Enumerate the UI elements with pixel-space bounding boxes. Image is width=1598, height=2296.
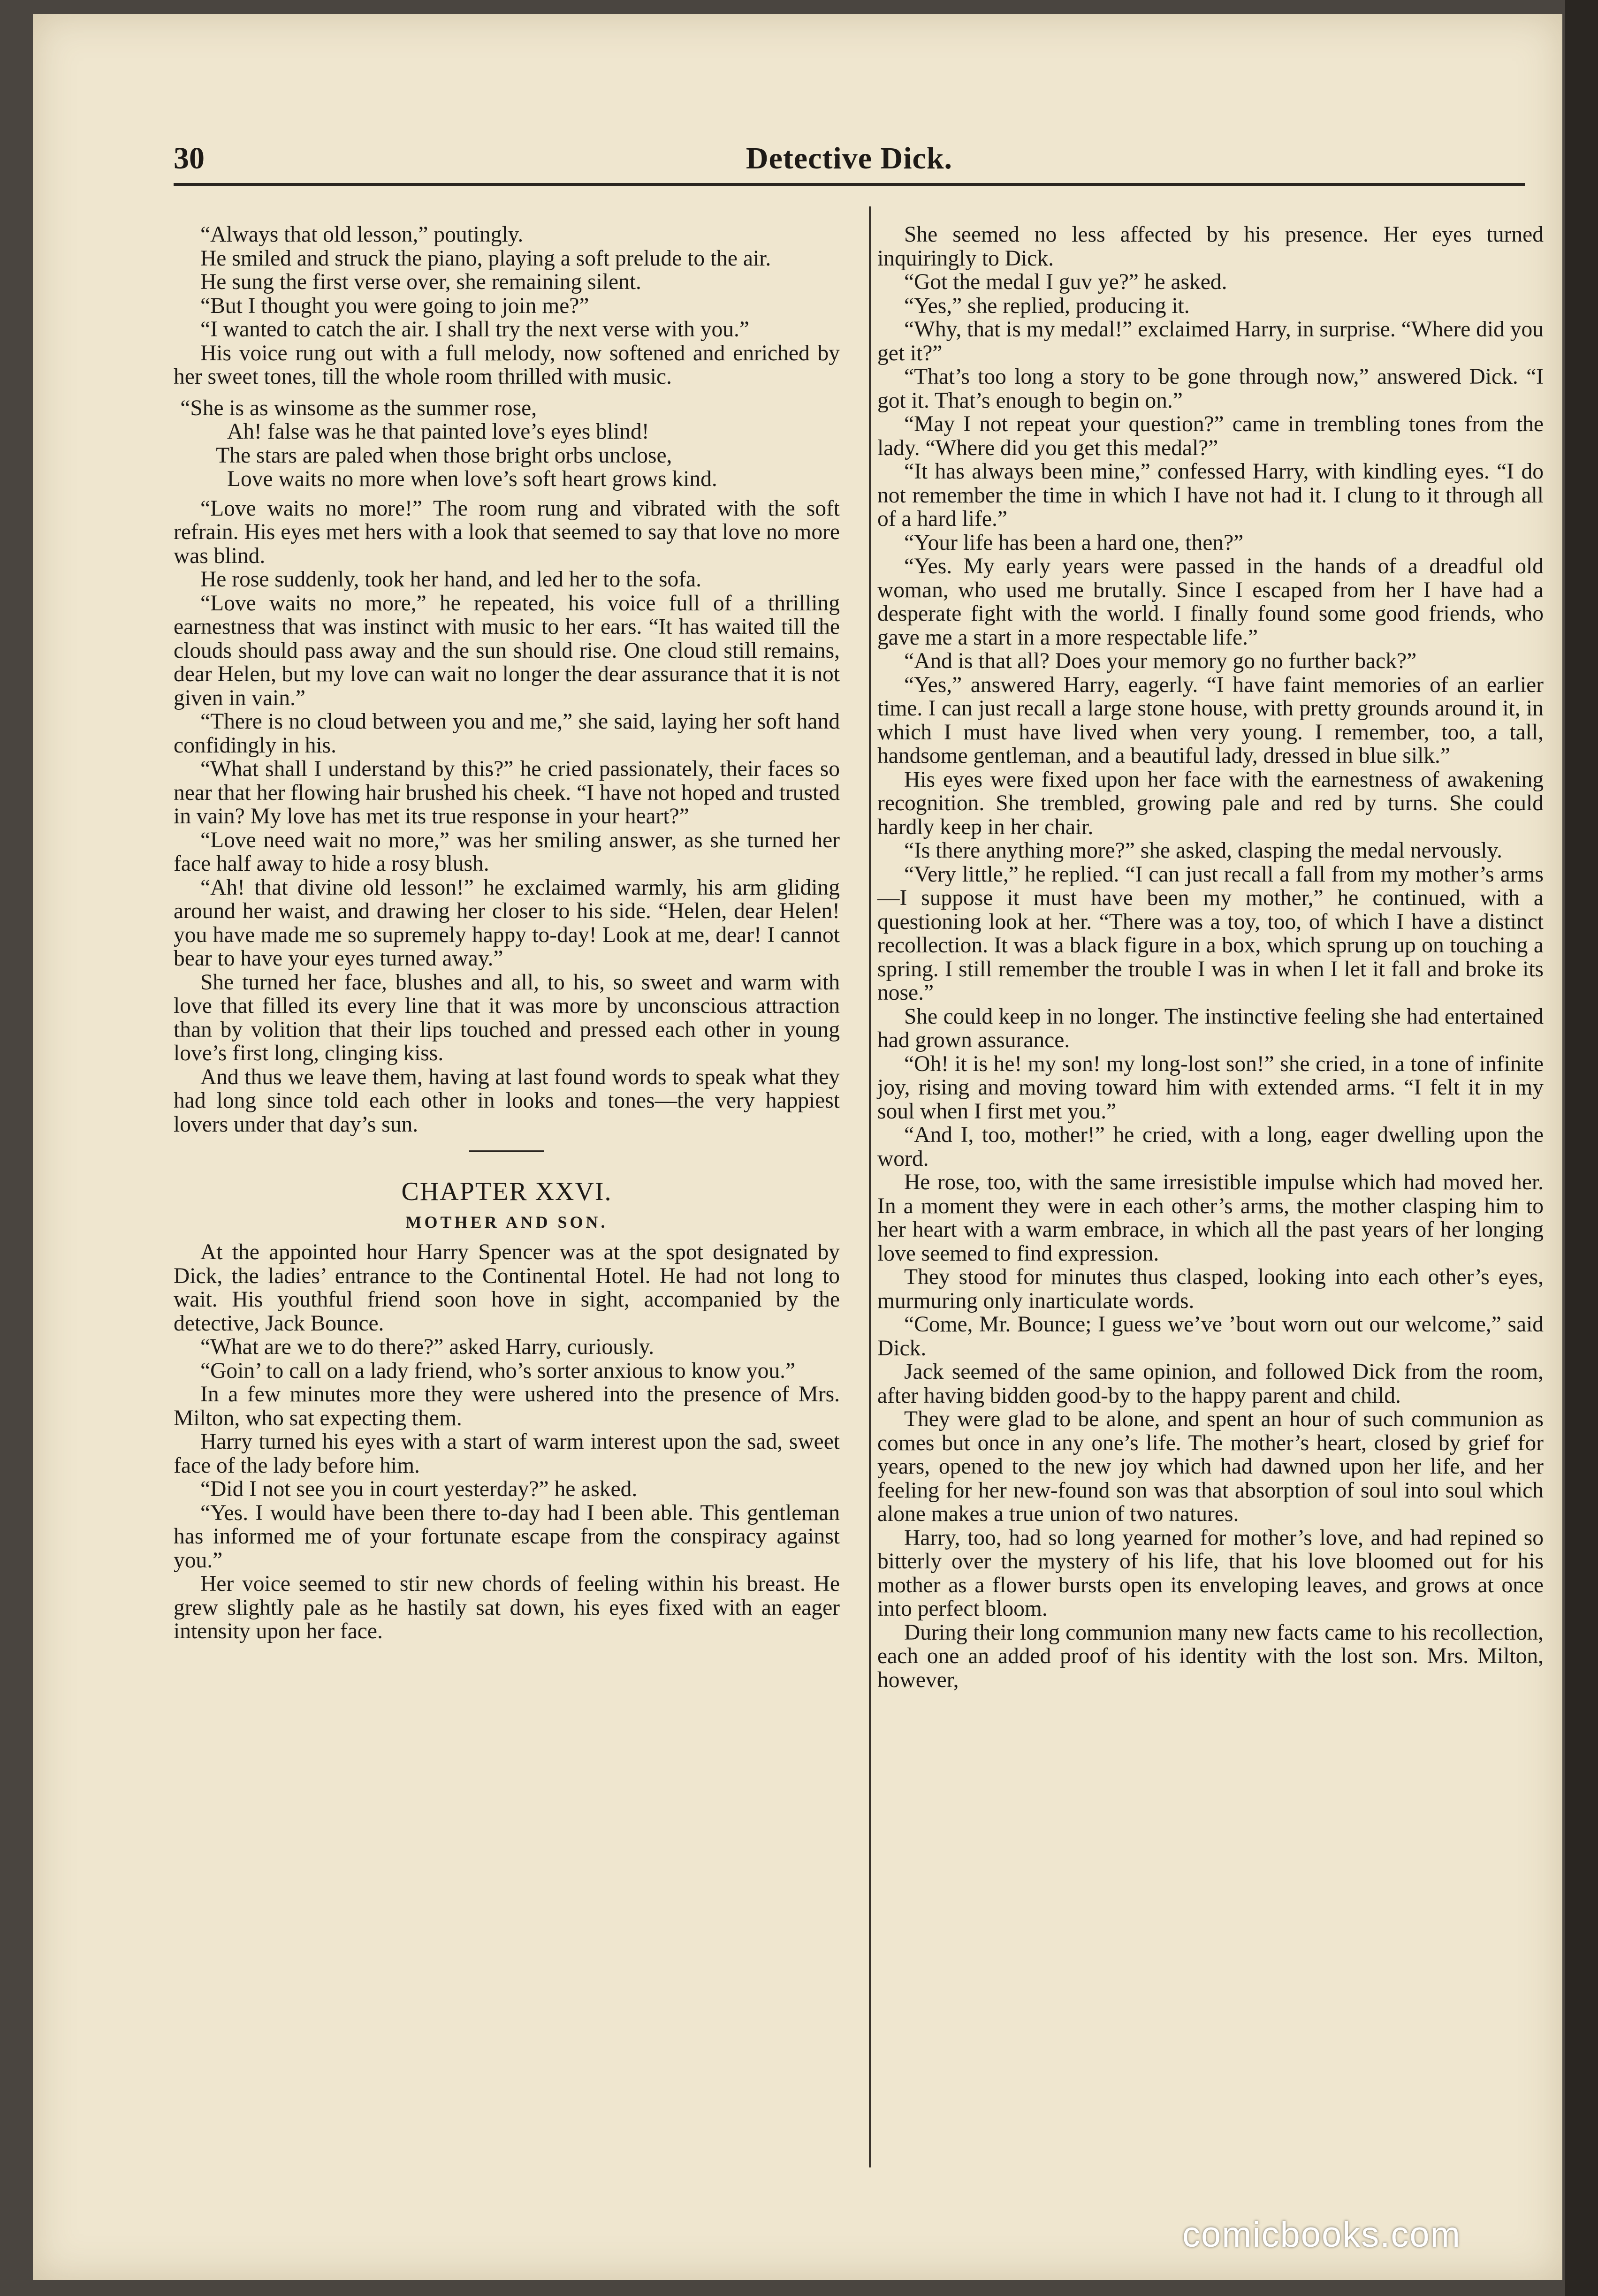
paragraph: “Yes. My early years were passed in the hands of a dreadful old woman, who used me brutally. Since I escaped from her I have had a desperate fight with the world. I finally found some good friends, who gave me a start in a more respectable life.” [877, 554, 1544, 650]
paragraph: “What are we to do there?” asked Harry, curiously. [200, 1335, 654, 1359]
page-number: 30 [174, 141, 205, 175]
paragraph: Jack seemed of the same opinion, and followed Dick from the room, after having bidden good-by to the happy parent and child. [877, 1360, 1544, 1408]
running-title: Detective Dick. [746, 141, 953, 175]
paragraph: “But I thought you were going to join me?” [200, 293, 589, 318]
verse-line: “She is as winsome as the summer rose, [180, 395, 537, 420]
paragraph: “Always that old lesson,” poutingly. [200, 222, 524, 247]
paragraph: “I wanted to catch the air. I shall try the next verse with you.” [200, 317, 749, 342]
paragraph: Harry turned his eyes with a start of warm interest upon the sad, sweet face of the lady before him. [174, 1429, 840, 1478]
paragraph: He rose suddenly, took her hand, and led her to the sofa. [200, 567, 702, 592]
paragraph: “Come, Mr. Bounce; I guess we’ve ’bout worn out our welcome,” said Dick. [877, 1312, 1544, 1361]
magazine-page [33, 14, 1562, 2280]
right-column [877, 223, 1544, 1692]
paragraph: She could keep in no longer. The instinctive feeling she had entertained had grown assurance. [877, 1004, 1544, 1052]
chapter-heading: CHAPTER XXVI. [401, 1177, 612, 1206]
paragraph: “Is there anything more?” she asked, clasping the medal nervously. [904, 838, 1503, 863]
paragraph: “And I, too, mother!” he cried, with a long, eager dwelling upon the word. [877, 1123, 1544, 1171]
section-rule [469, 1150, 544, 1152]
chapter-subtitle: MOTHER AND SON. [405, 1212, 608, 1232]
verse-line: The stars are paled when those bright orbs unclose, [216, 443, 672, 468]
paragraph: “Your life has been a hard one, then?” [904, 530, 1244, 555]
chapter-paragraphs [174, 1240, 840, 1643]
paragraph: “Got the medal I guv ye?” he asked. [904, 270, 1227, 294]
paragraph: “Yes,” she replied, producing it. [904, 293, 1190, 318]
paragraph: “Love waits no more!” The room rung and vibrated with the soft refrain. His eyes met hers with a look that seemed to say that love no more was blind. [174, 496, 840, 568]
paragraph: She turned her face, blushes and all, to his, so sweet and warm with love that filled its every line that it was more by unconscious attraction than by volition that their lips touched and pressed each other in young love’s first long, clinging kiss. [174, 970, 840, 1065]
song-verse [174, 396, 840, 491]
left-paragraphs-top [174, 223, 840, 389]
paragraph: “Oh! it is he! my son! my long-lost son!” she cried, in a tone of infinite joy, rising and moving toward him with extended arms. “I felt it in my soul when I first met you.” [877, 1051, 1544, 1124]
paragraph: They were glad to be alone, and spent an hour of such communion as comes but once in any one’s life. The mother’s heart, closed by grief for years, opened to the new joy which had dawned upon her life, and her feeling for her new-found son was that absorption of soul into soul which alone makes a true union of two natures. [877, 1407, 1544, 1526]
paragraph: “Love need wait no more,” was her smiling answer, as she turned her face half away to hide a rosy blush. [174, 828, 840, 876]
paragraph: “That’s too long a story to be gone through now,” answered Dick. “I got it. That’s enough to begin on.” [877, 365, 1544, 413]
paragraph: “Love waits no more,” he repeated, his voice full of a thrilling earnestness that was instinct with music to her ears. “It has waited till the clouds should pass away and the sun should rise. One cloud still remains, dear Helen, but my love can wait no longer the dear assurance that it is not given in vain.” [174, 591, 840, 710]
paragraph: Her voice seemed to stir new chords of feeling within his breast. He grew slightly pale as he hastily sat down, his eyes fixed with an eager intensity upon her face. [174, 1572, 840, 1643]
paragraph: She seemed no less affected by his presence. Her eyes turned inquiringly to Dick. [877, 222, 1544, 271]
paragraph: He sung the first verse over, she remaining silent. [200, 270, 641, 294]
paragraph: Harry, too, had so long yearned for mother’s love, and had repined so bitterly over the mystery of his life, that his love bloomed out for his mother as a flower bursts open its enveloping leaves, and grows at once into perfect bloom. [877, 1525, 1544, 1621]
paragraph: “Yes. I would have been there to-day had I been able. This gentleman has informed me of your fortunate escape from the conspiracy against you.” [174, 1500, 840, 1573]
paragraph: “There is no cloud between you and me,” she said, laying her soft hand confidingly in his. [174, 709, 840, 758]
paragraph: They stood for minutes thus clasped, looking into each other’s eyes, murmuring only inarticulate words. [877, 1265, 1544, 1313]
right-paragraphs [877, 223, 1544, 1692]
verse-line: Love waits no more when love’s soft heart grows kind. [227, 467, 717, 491]
paragraph: “Why, that is my medal!” exclaimed Harry, in surprise. “Where did you get it?” [877, 317, 1544, 365]
paragraph: “What shall I understand by this?” he cried passionately, their faces so near that her flowing hair brushed his cheek. “I have not hoped and trusted in vain? My love has met its true response in your heart?” [174, 757, 840, 829]
paragraph: “Did I not see you in court yesterday?” he asked. [200, 1477, 638, 1501]
page-header [174, 141, 1525, 186]
paragraph: “Very little,” he replied. “I can just recall a fall from my mother’s arms—I suppose it must have been my mother,” he continued, with a questioning look at her. “There was a toy, too, of which I have a distinct recollection. It was a black figure in a box, which sprung up on touching a spring. I still remember the trouble I was in when I let it fall and broke its nose.” [877, 862, 1544, 1005]
verse-line: Ah! false was he that painted love’s eyes blind! [227, 419, 649, 444]
paragraph: In a few minutes more they were ushered into the presence of Mrs. Milton, who sat expecting them. [174, 1382, 840, 1430]
paragraph: “It has always been mine,” confessed Harry, with kindling eyes. “I do not remember the time in which I have not had it. I clung to it through all of a hard life.” [877, 459, 1544, 531]
paragraph: At the appointed hour Harry Spencer was at the spot designated by Dick, the ladies’ entrance to the Continental Hotel. He had not long to wait. His youthful friend soon hove in sight, accompanied by the detective, Jack Bounce. [174, 1240, 840, 1336]
paragraph: “Goin’ to call on a lady friend, who’s sorter anxious to know you.” [200, 1358, 796, 1383]
paragraph: “Ah! that divine old lesson!” he exclaimed warmly, his arm gliding around her waist, and drawing her closer to his side. “Helen, dear Helen! you have made me so supremely happy to-day! Look at me, dear! I cannot bear to have your eyes turned away.” [174, 875, 840, 971]
paragraph: He smiled and struck the piano, playing a soft prelude to the air. [200, 246, 771, 271]
column-divider [869, 206, 871, 2167]
paragraph: “Yes,” answered Harry, eagerly. “I have faint memories of an earlier time. I can just recall a large stone house, with pretty grounds around it, in which I must have lived when very young. I remember, too, a tall, handsome gentleman, and a beautiful lady, dressed in blue silk.” [877, 672, 1544, 768]
left-column [174, 223, 840, 1643]
paragraph: He rose, too, with the same irresistible impulse which had moved her. In a moment they were in each other’s arms, the mother clasping him to her heart with a warm embrace, in which all the past years of her longing love seemed to find expression. [877, 1170, 1544, 1266]
site-watermark: comicbooks.com [1182, 2215, 1461, 2255]
left-paragraphs-after-poem [174, 497, 840, 1137]
paragraph: “And is that all? Does your memory go no further back?” [904, 649, 1417, 673]
paragraph: His voice rung out with a full melody, now softened and enriched by her sweet tones, till the whole room thrilled with music. [174, 341, 840, 389]
paragraph: His eyes were fixed upon her face with the earnestness of awakening recognition. She trembled, growing pale and red by turns. She could hardly keep in her chair. [877, 767, 1544, 839]
paragraph: During their long communion many new facts came to his recollection, each one an added proof of his identity with the lost son. Mrs. Milton, however, [877, 1620, 1544, 1692]
binding-edge [1565, 0, 1598, 2296]
paragraph: “May I not repeat your question?” came in trembling tones from the lady. “Where did you get this medal?” [877, 412, 1544, 460]
paragraph: And thus we leave them, having at last found words to speak what they had long since told each other in looks and tones—the very happiest lovers under that day’s sun. [174, 1064, 840, 1137]
